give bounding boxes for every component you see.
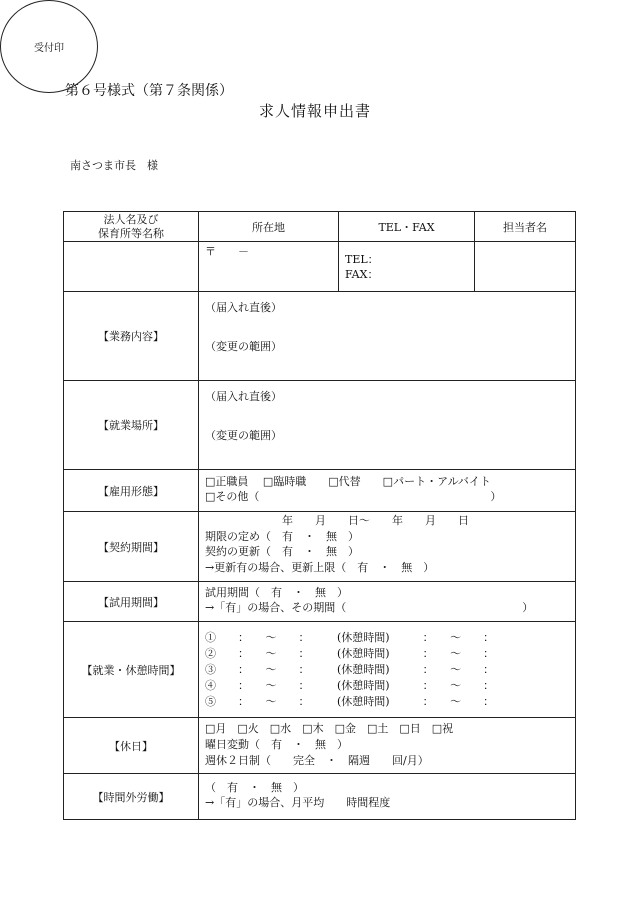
overtime-flag[interactable]: （ 有 ・ 無 ） [205, 781, 304, 794]
addressee: 南さつま市長 様 [70, 159, 158, 172]
work-content-row [64, 292, 576, 381]
employment-type-field[interactable] [199, 470, 576, 512]
postal-code-mark: 〒 － [205, 245, 249, 258]
work-content-line1: （届入れ直後） [205, 301, 282, 314]
trial-period-flag[interactable]: 試用期間（ 有 ・ 無 ） [205, 586, 348, 599]
holidays-row [64, 718, 576, 774]
form-number: 第６号様式（第７条関係） [65, 83, 233, 99]
work-hours-field[interactable] [199, 622, 576, 718]
work-hours-row [64, 622, 576, 718]
employment-type-row [64, 470, 576, 512]
employment-type-label: 【雇用形態】 [64, 470, 199, 512]
holiday-weekday-options[interactable]: □月 □火 □水 □木 □金 □土 □日 □祝 [205, 722, 454, 735]
employment-type-options[interactable]: □正職員 □臨時職 □代替 □パート・アルバイト [205, 475, 491, 488]
header-telfax: TEL・FAX [339, 212, 475, 242]
overtime-field[interactable] [199, 774, 576, 820]
header-address: 所在地 [199, 212, 339, 242]
employment-type-other[interactable]: □その他（ ） [205, 490, 502, 503]
work-place-field[interactable] [199, 381, 576, 470]
overtime-label: 【時間外労働】 [64, 774, 199, 820]
contract-period-row [64, 512, 576, 582]
work-hours-slot-5[interactable]: ⑤ ： ～ ： (休憩時間) ： ～ ： [205, 695, 495, 708]
header-row [64, 212, 576, 242]
work-place-line2: （変更の範囲） [205, 429, 282, 442]
header-name-line1: 法人名及び [103, 212, 159, 226]
contract-renewal-limit[interactable]: →更新有の場合、更新上限（ 有 ・ 無 ） [205, 560, 435, 574]
contract-dates: 年 月 日～ 年 月 日 [205, 514, 469, 527]
tel-label: TEL： [345, 253, 379, 266]
work-hours-label: 【就業・休憩時間】 [64, 622, 199, 718]
contract-period-label: 【契約期間】 [64, 512, 199, 582]
work-content-label: 【業務内容】 [64, 292, 199, 381]
work-hours-slot-1[interactable]: ① ： ～ ： (休憩時間) ： ～ ： [205, 631, 495, 644]
contract-period-field[interactable] [199, 512, 576, 582]
telfax-field[interactable] [339, 242, 475, 292]
header-contact: 担当者名 [475, 212, 576, 242]
trial-period-row [64, 582, 576, 622]
contract-renewal[interactable]: 契約の更新（ 有 ・ 無 ） [205, 545, 359, 558]
overtime-average[interactable]: →「有」の場合、月平均 時間程度 [205, 796, 391, 809]
contact-field[interactable] [475, 242, 576, 292]
work-content-field[interactable] [199, 292, 576, 381]
contract-term-defined[interactable]: 期限の定め（ 有 ・ 無 ） [205, 529, 359, 543]
holiday-variable[interactable]: 曜日変動（ 有 ・ 無 ） [205, 738, 348, 751]
fax-label: FAX： [345, 268, 379, 281]
facility-name-field[interactable] [64, 242, 199, 292]
trial-period-label: 【試用期間】 [64, 582, 199, 622]
work-hours-slot-4[interactable]: ④ ： ～ ： (休憩時間) ： ～ ： [205, 679, 495, 692]
holiday-two-day-week[interactable]: 週休２日制（ 完全 ・ 隔週 回/月） [205, 754, 429, 767]
document-title: 求人情報申出書 [258, 102, 371, 120]
work-hours-slot-3[interactable]: ③ ： ～ ： (休憩時間) ： ～ ： [205, 663, 495, 676]
overtime-row [64, 774, 576, 820]
stamp-label: 受付印 [34, 43, 64, 54]
header-name-line2: 保育所等名称 [98, 226, 164, 240]
application-form-table [63, 211, 576, 820]
trial-period-length[interactable]: →「有」の場合、その期間（ ） [205, 601, 534, 614]
work-place-row [64, 381, 576, 470]
work-place-label: 【就業場所】 [64, 381, 199, 470]
header-name-cell [64, 212, 199, 242]
work-content-line2: （変更の範囲） [205, 340, 282, 353]
holidays-label: 【休日】 [64, 718, 199, 774]
address-field[interactable] [199, 242, 339, 292]
info-row [64, 242, 576, 292]
trial-period-field[interactable] [199, 582, 576, 622]
work-place-line1: （届入れ直後） [205, 390, 282, 403]
holidays-field[interactable] [199, 718, 576, 774]
work-hours-slot-2[interactable]: ② ： ～ ： (休憩時間) ： ～ ： [205, 647, 495, 660]
